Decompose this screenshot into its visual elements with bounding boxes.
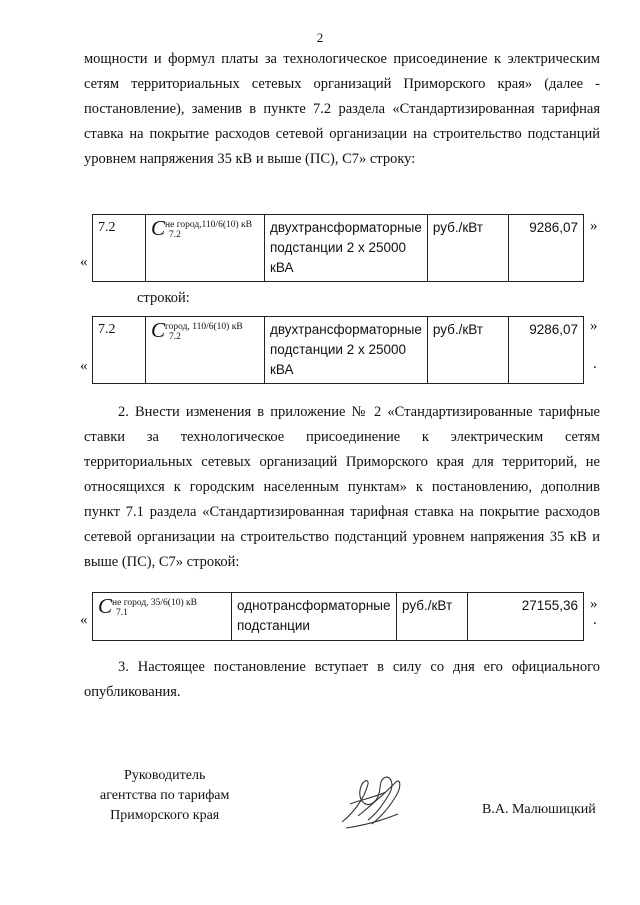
handwritten-signature [338,770,408,832]
replace-label: строкой: [137,290,190,306]
signatory-title: Руководитель агентства по тарифам Приморского края [100,768,230,823]
end-mark: . [593,356,597,372]
signatory-name: В.А. Малюшицкий [482,802,596,817]
added-row-code: $C^{не город, 35/6(10) кВ}$ $^{7.1}$ [93,593,232,641]
close-quote: » [590,318,598,334]
open-quote: « [80,254,88,270]
new-row-num: 7.2 [93,317,146,384]
old-row-description: двухтрансформаторные подстанции 2 х 25000 кВА [265,215,428,282]
intro-paragraph: мощности и формул платы за технологическое присоединение к электрическим сетям территориальных сетевых организаций Приморского края» (далее - постановление), заменив в пункте 7.2 раздела «Стандартизированная тарифная ставка на покрытие расходов сетевой организации на строительство подстанций уровнем напряжения 35 кВ и выше (ПС), С7» строку: [84,51,600,167]
old-row-unit: руб./кВт [427,215,508,282]
old-row-code: $C^{не город,110/6(10) кВ}$ $^{7.2}$ [146,215,265,282]
new-row-description: двухтрансформаторные подстанции 2 х 25000 кВА [265,317,428,384]
added-row-table [92,592,584,641]
added-row-value: 27155,36 [468,593,584,641]
new-row-value: 9286,07 [508,317,583,384]
new-row-code: $C^{город, 110/6(10) кВ}$ $^{7.2}$ [146,317,265,384]
old-row-num: 7.2 [93,215,146,282]
close-quote: » [590,218,598,234]
end-mark: . [593,612,597,628]
old-row-value: 9286,07 [508,215,583,282]
open-quote: « [80,358,88,374]
paragraph-3: 3. Настоящее постановление вступает в силу со дня его официального опубликования. [84,659,600,700]
added-row-unit: руб./кВт [397,593,468,641]
added-row-description: однотрансформаторные подстанции [232,593,397,641]
paragraph-2: 2. Внести изменения в приложение № 2 «Стандартизированные тарифные ставки за технологическое присоединение к электрическим сетям территориальных сетевых организаций Приморского края для территорий, не относящихся к городским населенным пунктам» к постановлению, дополнив пункт 7.1 раздела «Стандартизированная тарифная ставка на покрытие расходов сетевой организации на строительство подстанций уровнем напряжения 35 кВ и выше (ПС), С7» строкой: [84,404,600,570]
new-row-table [92,316,584,384]
page-number: 2 [316,30,324,45]
old-row-table [92,214,584,282]
new-row-unit: руб./кВт [427,317,508,384]
close-quote: » [590,596,598,612]
open-quote: « [80,612,88,628]
